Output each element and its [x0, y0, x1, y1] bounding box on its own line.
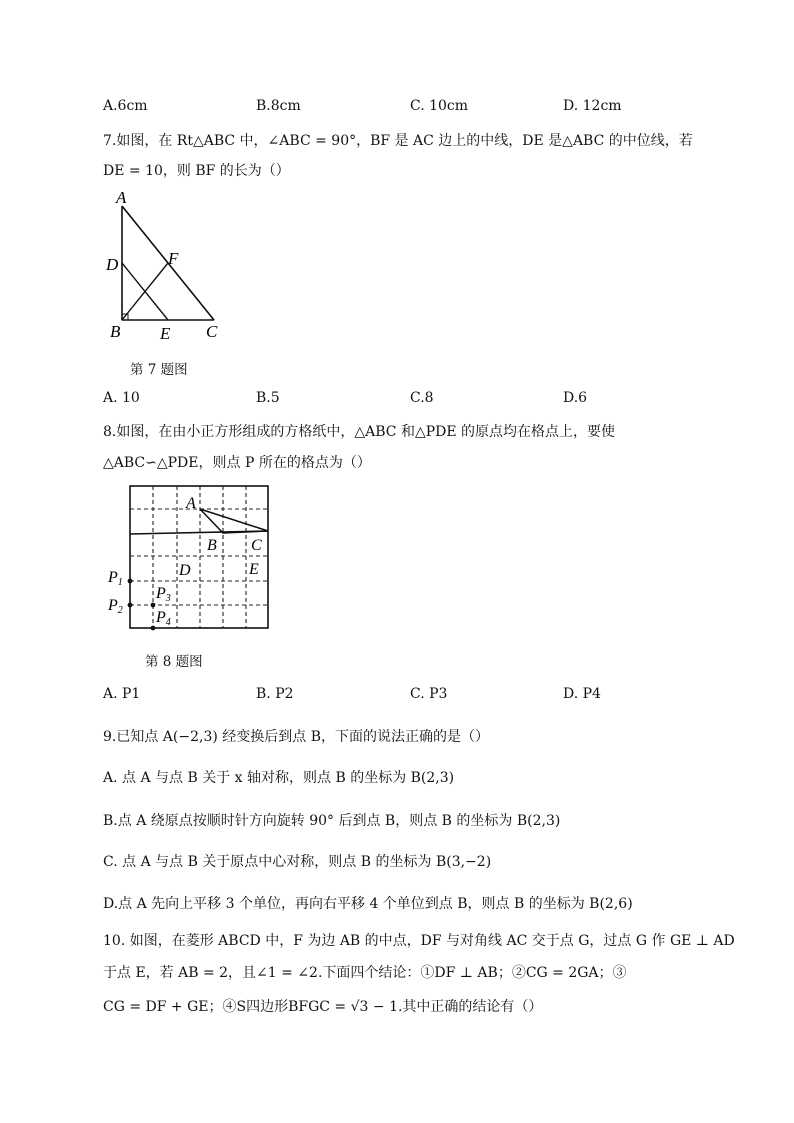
q6-option-d: D. 12cm [563, 98, 622, 114]
q8-label-p2: P2 [108, 597, 123, 616]
q8-option-b: B. P2 [256, 686, 294, 702]
q8-grid-border [130, 486, 268, 628]
q9-option-b: B.点 A 绕原点按顺时针方向旋转 90° 后到点 B，则点 B 的坐标为 B(2,3) [103, 813, 561, 829]
q9-option-a: A. 点 A 与点 B 关于 x 轴对称，则点 B 的坐标为 B(2,3) [103, 770, 455, 786]
q7-label-a: A [116, 188, 127, 207]
q6-option-c: C. 10cm [410, 98, 469, 114]
q10-stem-line1: 10. 如图，在菱形 ABCD 中，F 为边 AB 的中点，DF 与对角线 AC 交于点 G，过点 G 作 GE ⊥ AD [103, 933, 735, 949]
q6-option-a: A.6cm [103, 98, 148, 114]
q8-label-e: E [249, 561, 259, 578]
q8-option-d: D. P4 [563, 686, 601, 702]
q7-figure-caption: 第 7 题图 [130, 362, 188, 378]
q7-option-d: D.6 [563, 390, 588, 406]
q8-label-a: A [186, 495, 196, 512]
q9-option-c: C. 点 A 与点 B 关于原点中心对称，则点 B 的坐标为 B(3,−2) [103, 854, 492, 870]
q7-stem-line1: 7.如图，在 Rt△ABC 中，∠ABC = 90°，BF 是 AC 边上的中线，DE 是△ABC 的中位线，若 [103, 133, 693, 149]
q8-option-a: A. P1 [103, 686, 141, 702]
q8-stem-line2: △ABC∽△PDE，则点 P 所在的格点为（） [103, 455, 371, 471]
q7-stem-line2: DE = 10，则 BF 的长为（） [103, 163, 290, 179]
q10-stem-line2: 于点 E，若 AB = 2，且∠1 = ∠2.下面四个结论：①DF ⊥ AB；②CG = 2GA；③ [103, 965, 627, 981]
q8-label-p3: P3 [156, 585, 171, 604]
q7-option-c: C.8 [410, 390, 434, 406]
q8-label-c: C [251, 537, 262, 554]
q7-option-b: B.5 [256, 390, 280, 406]
q8-label-d: D [179, 562, 191, 579]
q8-option-c: C. P3 [410, 686, 448, 702]
q9-stem: 9.已知点 A(−2,3) 经变换后到点 B，下面的说法正确的是（） [103, 729, 490, 745]
q9-option-d: D.点 A 先向上平移 3 个单位，再向右平移 4 个单位到点 B，则点 B 的坐标为 B(2,6) [103, 896, 633, 912]
q8-point-p4 [151, 626, 156, 631]
q8-triangle-abc [200, 509, 268, 533]
q7-label-b: B [110, 322, 121, 341]
q8-label-b: B [207, 537, 217, 554]
q8-figure-caption: 第 8 题图 [145, 654, 203, 670]
q8-point-p2 [128, 603, 133, 608]
q10-stem-line3: CG = DF + GE；④S四边形BFGC = √3 − 1.其中正确的结论有（） [103, 999, 543, 1015]
q8-label-p4: P4 [156, 609, 171, 628]
q8-grid-figure [100, 478, 280, 638]
q6-option-b: B.8cm [256, 98, 301, 114]
q8-label-p1: P1 [108, 569, 123, 588]
q7-label-c: C [206, 322, 218, 341]
q7-option-a: A. 10 [103, 390, 140, 406]
q7-label-e: E [160, 324, 171, 343]
q8-point-p1 [128, 579, 133, 584]
q8-stem-line1: 8.如图，在由小正方形组成的方格纸中，△ABC 和△PDE 的原点均在格点上，要使 [103, 424, 616, 440]
q8-point-p3 [151, 603, 156, 608]
q7-label-f: F [168, 249, 179, 268]
q7-label-d: D [106, 255, 119, 274]
q8-grid-lines [130, 486, 268, 628]
q7-figure [100, 188, 230, 348]
